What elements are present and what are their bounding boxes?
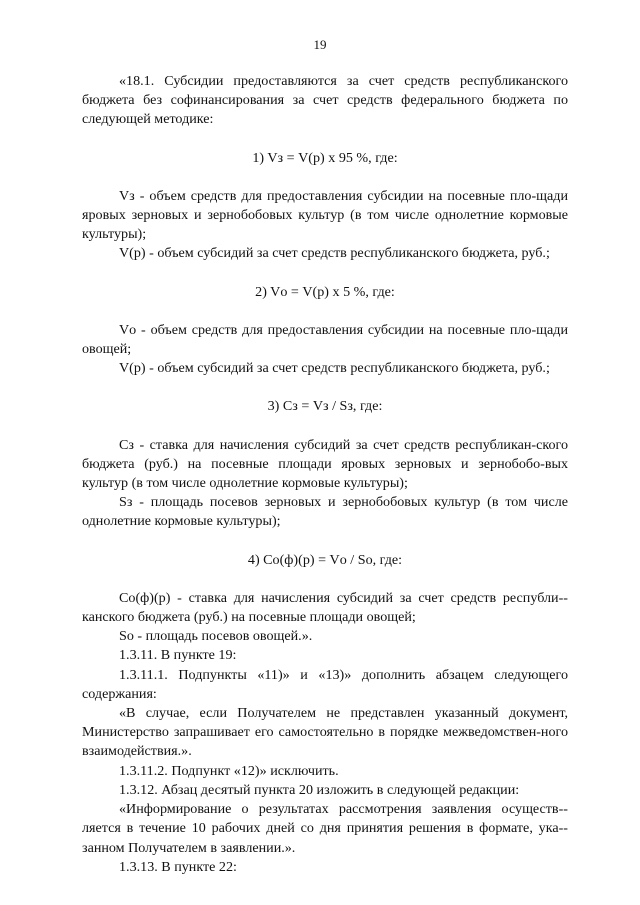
page-number: 19 xyxy=(313,37,327,52)
paragraph-vr-definition: V(р) - объем субсидий за счет средств республиканского бюджета, руб.; xyxy=(119,245,550,262)
formula-4: 4) Со(ф)(р) = Vо / Sо, где: xyxy=(247,551,403,568)
paragraph-co-definition: Со(ф)(р) - ставка для начисления субсидий за счет средств республи-канского бюджета (руб.) на посевные площади овощей; xyxy=(82,589,568,626)
paragraph-1-3-11-1: 1.3.11.1. Подпункты «11)» и «13)» дополнить абзацем следующего содержания: xyxy=(82,666,568,702)
paragraph-vo-definition: Vо - объем средств для предоставления субсидии на посевные пло-щади овощей; xyxy=(82,321,568,358)
paragraph-quote-informing: «Информирование о результатах рассмотрения заявления осуществ-ляется в течение 10 рабочих дней со дня принятия решения в формате, ука-занном Получателем в заявлении.». xyxy=(82,801,568,856)
formula-3: 3) Сз = Vз / Sз, где: xyxy=(267,398,383,415)
paragraph-1-3-12: 1.3.12. Абзац десятый пункта 20 изложить в следующей редакции: xyxy=(119,781,520,798)
formula-1: 1) Vз = V(р) x 95 %, где: xyxy=(252,149,398,166)
formula-2: 2) Vо = V(р) x 5 %, где: xyxy=(255,283,395,300)
paragraph-so-definition: Sо - площадь посевов овощей.». xyxy=(119,628,313,645)
document-body xyxy=(82,72,568,877)
paragraph-1-3-11-2: 1.3.11.2. Подпункт «12)» исключить. xyxy=(119,762,339,779)
paragraph-1-3-13: 1.3.13. В пункте 22: xyxy=(119,858,237,875)
paragraph-sz-area-definition: Sз - площадь посевов зерновых и зернобобовых культур (в том числе однолетние кормовые культуры); xyxy=(82,494,568,530)
paragraph-quote-ministry: «В случае, если Получателем не представлен указанный документ, Министерство запрашивает его самостоятельно в порядке межведомствен-ного взаимодействия.». xyxy=(82,705,568,760)
paragraph-vz-definition: Vз - объем средств для предоставления субсидии на посевные пло-щади яровых зерновых и зернобобовых культур (в том числе однолетние кормовые культуры); xyxy=(82,187,568,243)
paragraph-1-3-11: 1.3.11. В пункте 19: xyxy=(119,647,237,664)
paragraph-sz-rate-definition: Сз - ставка для начисления субсидий за счет средств республикан-ского бюджета (руб.) на посевные площади яровых зерновых и зернобобо-вых культур (в том числе однолетние кормовые культуры); xyxy=(82,436,568,492)
paragraph-vr-definition-2: V(р) - объем субсидий за счет средств республиканского бюджета, руб.; xyxy=(119,360,550,377)
paragraph-18-1: «18.1. Субсидии предоставляются за счет средств республиканского бюджета без софинансирования за счет средств федерального бюджета по следующей методике: xyxy=(82,73,568,128)
